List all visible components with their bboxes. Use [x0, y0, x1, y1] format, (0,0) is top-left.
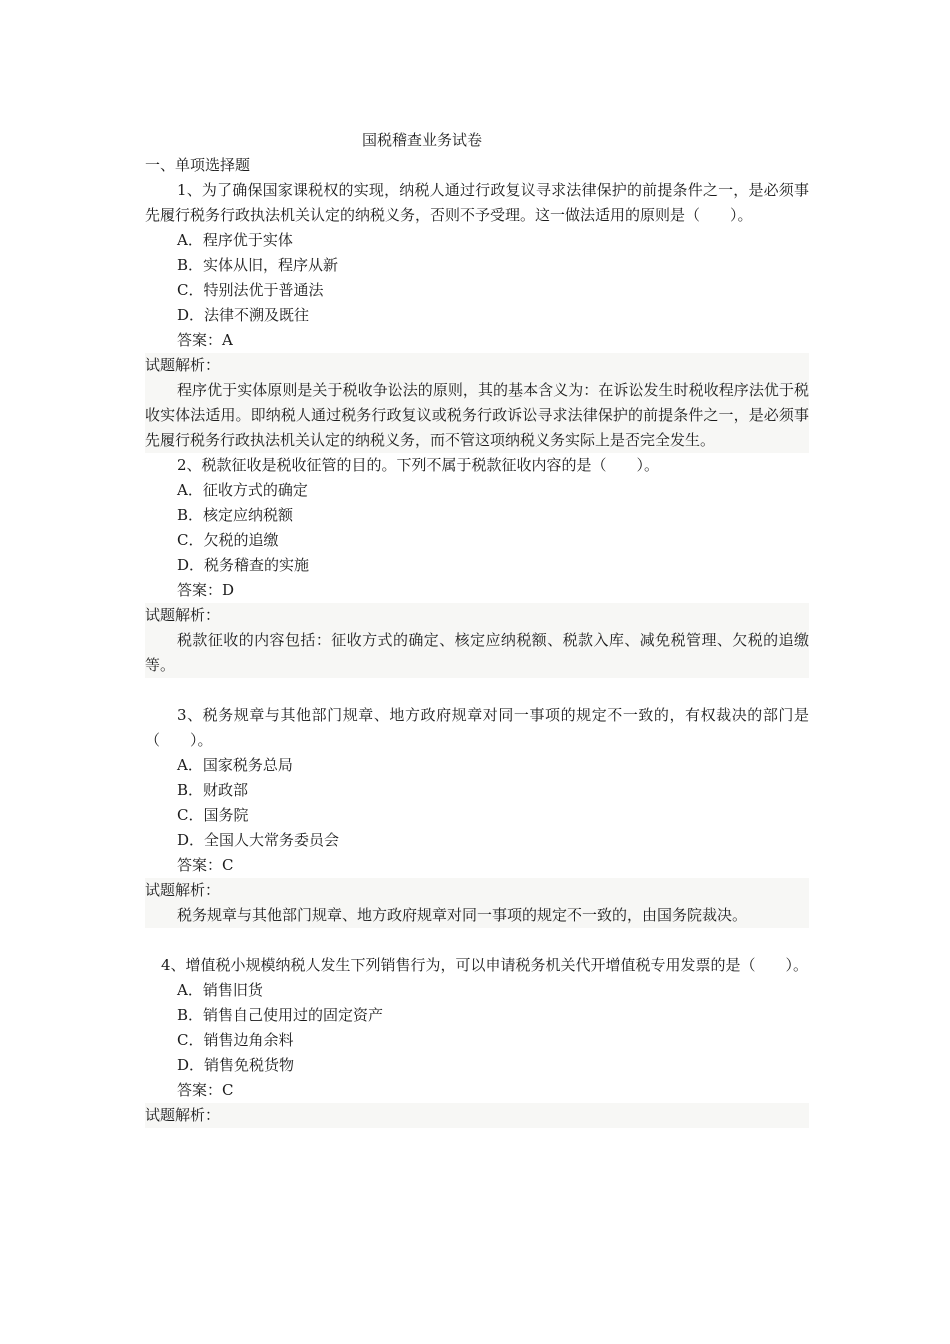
option-d: D．销售免税货物 — [177, 1056, 295, 1074]
question-stem: 1、为了确保国家课税权的实现，纳税人通过行政复议寻求法律保护的前提条件之一，是必须事先履行税务行政执法机关认定的纳税义务，否则不予受理。这一做法适用的原则是（ ）。 — [145, 181, 809, 224]
blank-line — [145, 928, 809, 953]
question-block — [145, 178, 809, 453]
analysis-text: 税务规章与其他部门规章、地方政府规章对同一事项的规定不一致的，由国务院裁决。 — [177, 906, 748, 924]
question-block — [145, 703, 809, 928]
option-b: B．财政部 — [177, 781, 249, 799]
option-b: B．核定应纳税额 — [177, 506, 294, 524]
answer: 答案：C — [177, 856, 234, 874]
option-b: B．实体从旧，程序从新 — [177, 256, 339, 274]
option-c: C．销售边角余料 — [177, 1031, 294, 1049]
analysis-text: 程序优于实体原则是关于税收争讼法的原则，其的基本含义为：在诉讼发生时税收程序法优于税收实体法适用。即纳税人通过税务行政复议或税务行政诉讼寻求法律保护的前提条件之一，是必须事先履行税务行政执法机关认定的纳税义务，而不管这项纳税义务实际上是否完全发生。 — [145, 381, 809, 449]
option-a: A．国家税务总局 — [177, 756, 293, 774]
option-a: A．程序优于实体 — [177, 231, 293, 249]
analysis-box — [145, 1103, 809, 1128]
option-c: C．特别法优于普通法 — [177, 281, 324, 299]
analysis-box — [145, 878, 809, 928]
question-stem: 4、增值税小规模纳税人发生下列销售行为，可以申请税务机关代开增值税专用发票的是（ ）。 — [161, 956, 809, 974]
analysis-label: 试题解析： — [145, 881, 221, 899]
analysis-label: 试题解析： — [145, 606, 221, 624]
analysis-text: 税款征收的内容包括：征收方式的确定、核定应纳税额、税款入库、减免税管理、欠税的追缴等。 — [145, 631, 809, 674]
answer: 答案：C — [177, 1081, 234, 1099]
section-heading: 一、单项选择题 — [145, 156, 251, 174]
analysis-label: 试题解析： — [145, 1106, 221, 1124]
answer: 答案：A — [177, 331, 233, 349]
option-a: A．销售旧货 — [177, 981, 263, 999]
option-d: D．税务稽查的实施 — [177, 556, 310, 574]
analysis-box — [145, 353, 809, 453]
document-page — [145, 128, 809, 1128]
question-block — [145, 453, 809, 678]
answer: 答案：D — [177, 581, 235, 599]
document-title: 国税稽查业务试卷 — [361, 131, 482, 149]
option-d: D．全国人大常务委员会 — [177, 831, 340, 849]
option-a: A．征收方式的确定 — [177, 481, 308, 499]
option-c: C．欠税的追缴 — [177, 531, 279, 549]
option-b: B．销售自己使用过的固定资产 — [177, 1006, 384, 1024]
option-d: D．法律不溯及既往 — [177, 306, 310, 324]
analysis-label: 试题解析： — [145, 356, 221, 374]
question-stem: 2、税款征收是税收征管的目的。下列不属于税款征收内容的是（ ）。 — [177, 456, 660, 474]
question-block — [145, 953, 809, 1128]
blank-line — [145, 678, 809, 703]
analysis-box — [145, 603, 809, 678]
question-stem: 3、税务规章与其他部门规章、地方政府规章对同一事项的规定不一致的，有权裁决的部门是（ ）。 — [145, 706, 809, 749]
option-c: C．国务院 — [177, 806, 249, 824]
